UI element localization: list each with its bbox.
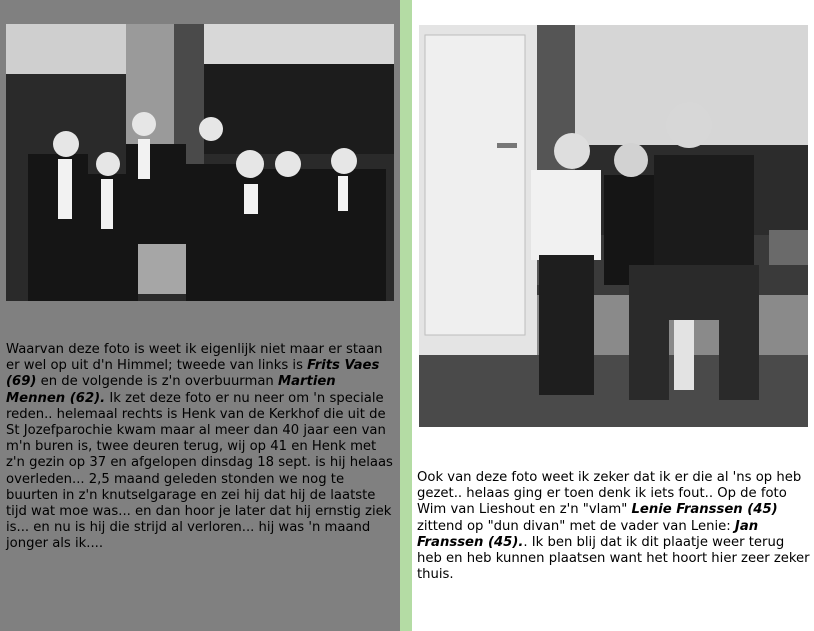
left-panel bbox=[0, 0, 400, 631]
person-name-jan-franssen: Jan Franssen (45). bbox=[417, 518, 759, 550]
caption-text: en de volgende is z'n overbuurman bbox=[36, 374, 278, 390]
caption-text: Waarvan deze foto is weet ik eigenlijk niet maar er staan er wel op uit d'n Himmel; tweede van links is bbox=[6, 342, 383, 374]
left-caption bbox=[6, 342, 396, 553]
caption-text: . Ik ben blij dat ik dit plaatje weer terug heb en heb kunnen plaatsen want het hoort hier zeer zeker thuis. bbox=[417, 534, 810, 583]
panel-divider bbox=[400, 0, 412, 631]
caption-text: zittend op "dun divan" met de vader van Lenie: bbox=[417, 518, 735, 534]
right-panel bbox=[412, 0, 814, 631]
person-name-martien-mennen: Martien Mennen (62). bbox=[6, 374, 336, 406]
right-caption bbox=[417, 470, 812, 583]
couple-photo bbox=[419, 25, 808, 427]
caption-text: Ik zet deze foto er nu neer om 'n speciale reden.. helemaal rechts is Henk van de Kerkhof die uit de St Jozefparochie kwam maar al meer dan 40 jaar een van m'n buren is, twee deuren terug, wij op 41 en Henk met z'n gezin op 37 en afgelopen dinsdag 18 sept. is hij helaas overleden... 2,5 maand geleden stonden we nog te buurten in z'n knutselgarage en zei hij dat hij de laatste tijd wat moe was... en dan hoor je later dat hij ernstig ziek is... en nu is hij die strijd al verloren... hij was 'n maand jonger als ik.... bbox=[6, 390, 393, 552]
caption-text: Ook van deze foto weet ik zeker dat ik er die al 'ns op heb gezet.. helaas ging er toen denk ik iets fout.. Op de foto Wim van Lieshout en z'n "vlam" bbox=[417, 470, 802, 518]
person-name-frits-vaes: Frits Vaes (69) bbox=[6, 358, 380, 390]
group-photo bbox=[6, 24, 394, 301]
person-name-lenie-franssen: Lenie Franssen (45) bbox=[631, 502, 778, 518]
